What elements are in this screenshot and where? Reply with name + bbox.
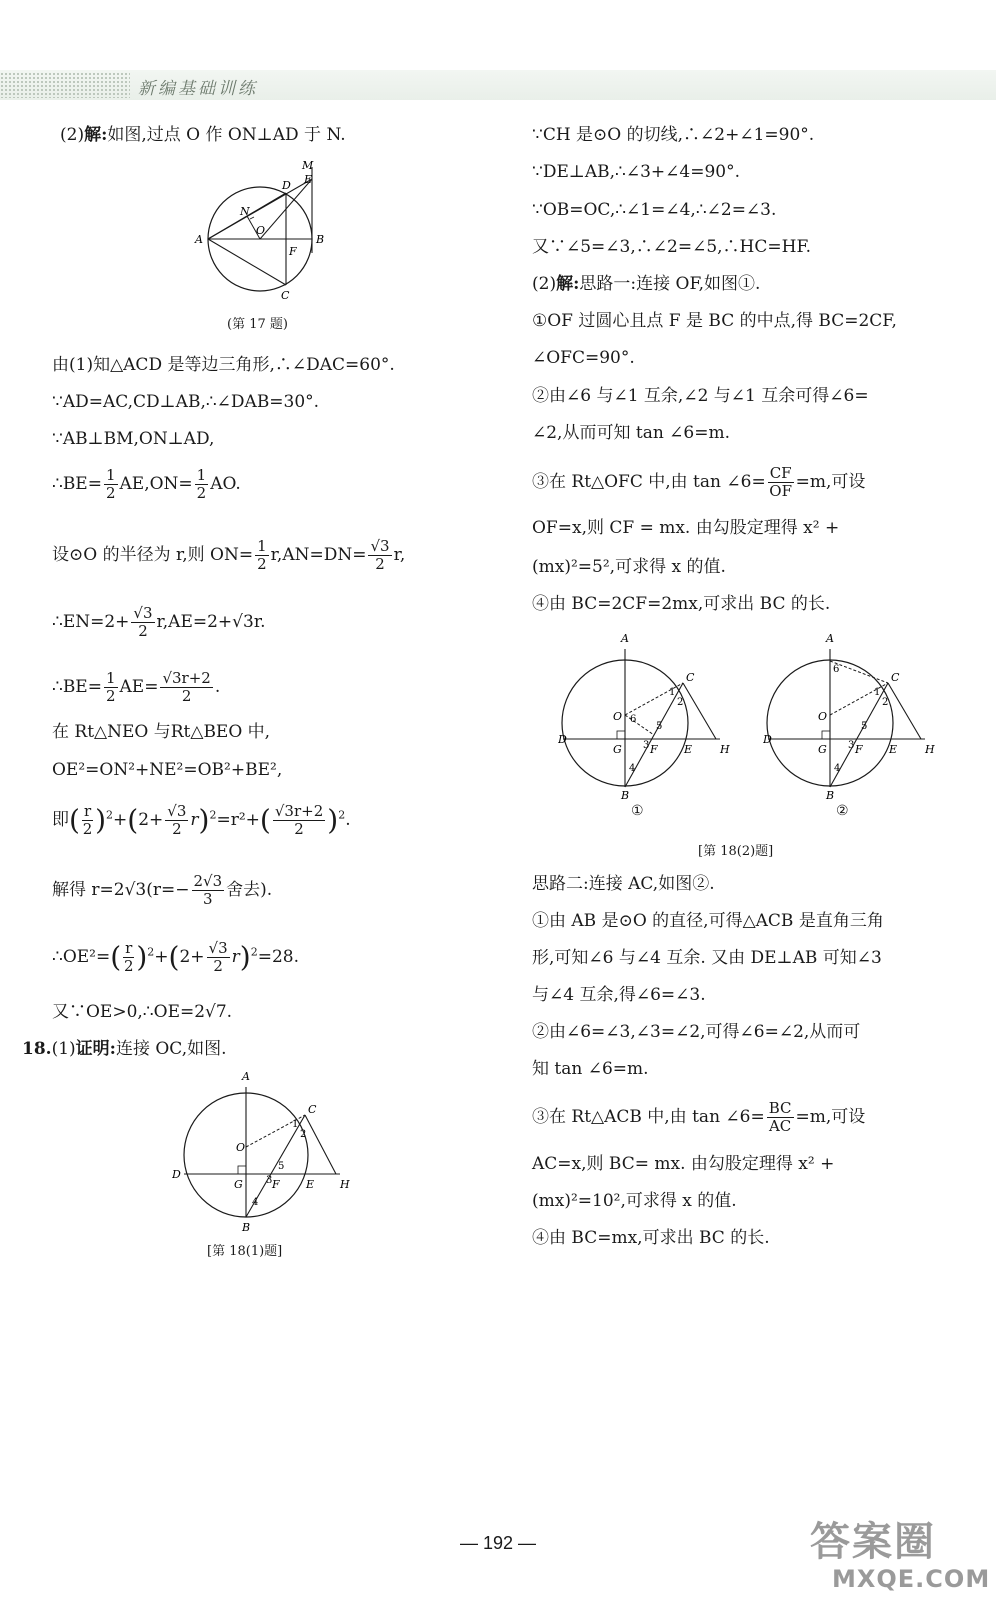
den: 2 [213, 957, 223, 975]
figure-18-1 [172, 1065, 362, 1235]
right-line-2: ∵DE⊥AB,∴∠3+∠4=90°. [532, 162, 740, 182]
text: 解得 r=2√3(r=− [52, 880, 190, 900]
label-G: G [613, 743, 622, 756]
watermark-url: MXQE.COM [832, 1565, 991, 1593]
angle-label-1: 1 [292, 1119, 299, 1130]
fraction-bc-ac [767, 1100, 794, 1135]
label-D: D [558, 733, 567, 746]
den: 2 [294, 820, 304, 838]
label-A: A [621, 632, 629, 645]
left-line-2: 由(1)知△ACD 是等边三角形,∴∠DAC=60°. [52, 355, 395, 375]
label-E: E [889, 743, 898, 756]
num: √3r+2 [162, 669, 211, 687]
page-header [0, 0, 996, 100]
right-line-13: ④由 BC=2CF=2mx,可求出 BC 的长. [532, 594, 831, 614]
label-B: B [242, 1221, 251, 1234]
label-G: G [818, 743, 827, 756]
exponent: 2 [106, 808, 114, 822]
caption-fig17: (第 17 题) [227, 317, 288, 332]
text: r, [393, 545, 406, 565]
page-number: — 192 — [459, 1533, 537, 1553]
angle-label-4: 4 [834, 763, 841, 774]
text: =m,可设 [795, 1107, 866, 1127]
text: =m,可设 [795, 472, 866, 492]
text: ∴BE= [52, 474, 102, 494]
den: 2 [181, 687, 192, 705]
solution-label: 解: [84, 125, 108, 145]
fraction-sqrt3-2 [207, 940, 230, 975]
question-number: 18. [22, 1039, 52, 1059]
paren: ) [239, 940, 251, 974]
right-line-14: 思路二:连接 AC,如图②. [532, 874, 715, 894]
right-line-21: AC=x,则 BC= mx. 由勾股定理得 x² + [532, 1154, 835, 1174]
label-E: E [304, 173, 313, 186]
intro-text: 连接 OC,如图. [115, 1039, 227, 1059]
fraction-sqrt3r2-2 [273, 803, 325, 838]
text: =28. [257, 947, 299, 967]
header-title: 新编基础训练 [138, 79, 258, 99]
angle-label-6: 6 [630, 714, 637, 725]
label-O: O [236, 1141, 246, 1154]
text: 2+ [179, 947, 205, 967]
angle-label-3: 3 [266, 1175, 273, 1186]
left-line-10: OE²=ON²+NE²=OB²+BE², [52, 760, 283, 780]
fraction-1-2 [255, 538, 269, 573]
label-E: E [684, 743, 693, 756]
den: 2 [105, 484, 116, 502]
text: 2+ [138, 810, 164, 830]
label-D: D [172, 1168, 181, 1181]
right-line-20 [532, 1100, 865, 1135]
text: AO. [210, 474, 241, 494]
paren: ( [259, 803, 271, 837]
text: . [214, 677, 221, 697]
label-H: H [925, 743, 935, 756]
right-line-19: 知 tan ∠6=m. [532, 1059, 649, 1079]
q17-part2-intro [60, 123, 346, 147]
text: ∴BE= [52, 677, 102, 697]
angle-label-4: 4 [629, 763, 636, 774]
den: 2 [105, 687, 116, 705]
right-line-22: (mx)²=10²,可求得 x 的值. [532, 1191, 737, 1211]
label-C: C [686, 671, 695, 684]
left-line-6 [52, 538, 405, 573]
num: r [83, 802, 92, 820]
den: 2 [138, 622, 148, 640]
label-M: M [302, 159, 314, 172]
den: 2 [123, 957, 134, 975]
label-B: B [826, 789, 835, 800]
left-line-5 [52, 467, 241, 502]
fraction-1-2 [104, 467, 118, 502]
intro-text: 如图,过点 O 作 ON⊥AD 于 N. [107, 125, 346, 145]
num: 1 [196, 466, 207, 484]
text: =r²+ [216, 810, 260, 830]
num: √3 [167, 802, 187, 820]
label-A: A [242, 1070, 250, 1083]
fraction-2sqrt3-3 [192, 873, 225, 908]
figure-17 [192, 157, 342, 307]
right-line-4: 又∵∠5=∠3,∴∠2=∠5,∴HC=HF. [532, 237, 811, 257]
num: 2√3 [193, 872, 223, 890]
right-line-10 [532, 465, 865, 500]
den: 2 [82, 820, 93, 838]
num: 1 [105, 466, 116, 484]
fraction-sqrt3r2-2 [160, 670, 212, 705]
fraction-sqrt3-2 [165, 803, 188, 838]
left-line-12 [52, 873, 272, 908]
label-H: H [340, 1178, 350, 1191]
left-line-9: 在 Rt△NEO 与Rt△BEO 中, [52, 722, 271, 742]
label-F: F [855, 743, 863, 756]
watermark-logo-text: 答案圈 [810, 1519, 936, 1565]
label-D: D [763, 733, 772, 746]
text: r [231, 947, 240, 967]
right-line-6: ①OF 过圆心且点 F 是 BC 的中点,得 BC=2CF, [532, 311, 897, 331]
text: 即 [52, 810, 69, 830]
text: 设⊙O 的半径为 r,则 ON= [52, 545, 254, 565]
right-line-5 [532, 272, 760, 296]
text: 思路一:连接 OF,如图①. [579, 274, 761, 294]
left-line-7 [52, 605, 265, 640]
label-O: O [256, 224, 266, 237]
right-line-16: 形,可知∠6 与∠4 互余. 又由 DE⊥AB 可知∠3 [532, 948, 882, 968]
text: + [154, 947, 169, 967]
exponent: 2 [338, 808, 346, 822]
angle-label-1: 1 [669, 687, 676, 698]
right-line-9: ∠2,从而可知 tan ∠6=m. [532, 423, 731, 443]
left-line-13 [52, 940, 299, 975]
label-F: F [289, 245, 297, 258]
header-dot-pattern [0, 72, 130, 98]
right-line-18: ②由∠6=∠3,∠3=∠2,可得∠6=∠2,从而可 [532, 1022, 861, 1042]
caption-fig18-2: [第 18(2)题] [698, 844, 774, 859]
label-B: B [621, 789, 630, 800]
num: √3 [208, 939, 228, 957]
label-C: C [281, 289, 290, 302]
angle-label-2: 2 [300, 1129, 307, 1140]
label-O: O [818, 710, 828, 723]
num: √3r+2 [274, 802, 324, 820]
angle-label-4: 4 [252, 1197, 259, 1208]
text: AE= [119, 677, 159, 697]
label-A: A [195, 233, 203, 246]
exponent: 2 [209, 808, 217, 822]
text: r [190, 810, 199, 830]
angle-label-2: 2 [677, 697, 684, 708]
den: AC [768, 1117, 792, 1135]
left-line-11 [52, 803, 351, 838]
paren: ( [168, 940, 180, 974]
paren: ) [136, 940, 148, 974]
paren: ) [198, 803, 210, 837]
num: √3 [133, 604, 153, 622]
label-C: C [891, 671, 900, 684]
paren: ) [95, 803, 107, 837]
angle-label-3: 3 [643, 740, 650, 751]
right-line-12: (mx)²=5²,可求得 x 的值. [532, 557, 726, 577]
den: OF [769, 482, 792, 500]
right-line-17: 与∠4 互余,得∠6=∠3. [532, 985, 706, 1005]
num: CF [769, 464, 792, 482]
label-A: A [826, 632, 834, 645]
right-line-23: ④由 BC=mx,可求出 BC 的长. [532, 1228, 770, 1248]
paren: ( [110, 940, 122, 974]
paren: ) [327, 803, 339, 837]
part-label: (2) [60, 125, 85, 145]
part-label: (2) [532, 274, 557, 294]
label-B: B [316, 233, 325, 246]
num: √3 [370, 537, 390, 555]
right-line-1: ∵CH 是⊙O 的切线,∴∠2+∠1=90°. [532, 125, 815, 145]
fraction-sqrt3-2 [131, 605, 154, 640]
label-G: G [234, 1178, 243, 1191]
proof-label: 证明: [75, 1039, 116, 1059]
solution-label: 解: [556, 274, 580, 294]
text: ③在 Rt△OFC 中,由 tan ∠6= [532, 472, 766, 492]
paren: ( [69, 803, 80, 837]
label-C: C [308, 1103, 317, 1116]
text: ③在 Rt△ACB 中,由 tan ∠6= [532, 1107, 765, 1127]
left-line-14: 又∵OE>0,∴OE=2√7. [52, 1002, 233, 1022]
num: 1 [105, 669, 116, 687]
den: 2 [196, 484, 207, 502]
fraction-cf-of [768, 465, 794, 500]
den: 2 [257, 555, 267, 573]
text: + [113, 810, 128, 830]
angle-label-2: 2 [882, 697, 889, 708]
part-label: (1) [51, 1039, 76, 1059]
angle-label-5: 5 [861, 721, 868, 732]
right-line-11: OF=x,则 CF = mx. 由勾股定理得 x² + [532, 518, 840, 538]
angle-label-6: 6 [833, 664, 840, 675]
text: r,AN=DN= [270, 545, 367, 565]
label-E: E [306, 1178, 315, 1191]
label-H: H [720, 743, 730, 756]
num: r [125, 939, 133, 957]
den: 2 [172, 820, 182, 838]
q18-part1-intro [22, 1037, 227, 1061]
text: ∴EN=2+ [52, 612, 130, 632]
figure-label-1: ① [631, 803, 644, 819]
paren: ( [127, 803, 139, 837]
figure-18-2-b [763, 625, 943, 800]
label-N: N [240, 205, 250, 218]
den: 3 [203, 890, 213, 908]
right-line-8: ②由∠6 与∠1 互余,∠2 与∠1 互余可得∠6= [532, 386, 869, 406]
angle-label-1: 1 [874, 687, 881, 698]
fraction-1-2 [104, 670, 118, 705]
fraction-1-2 [195, 467, 209, 502]
text: 舍去). [226, 880, 273, 900]
right-line-15: ①由 AB 是⊙O 的直径,可得△ACB 是直角三角 [532, 911, 884, 931]
exponent: 2 [147, 945, 155, 959]
text: . [345, 810, 351, 830]
right-line-7: ∠OFC=90°. [532, 348, 635, 368]
label-D: D [282, 179, 291, 192]
text: r,AE=2+√3r. [156, 612, 266, 632]
angle-label-5: 5 [656, 721, 663, 732]
den: 2 [375, 555, 385, 573]
left-line-4: ∵AB⊥BM,ON⊥AD, [52, 429, 215, 449]
label-F: F [650, 743, 658, 756]
right-line-3: ∵OB=OC,∴∠1=∠4,∴∠2=∠3. [532, 200, 777, 220]
label-F: F [272, 1178, 280, 1191]
caption-fig18-1: [第 18(1)题] [207, 1244, 283, 1259]
angle-label-5: 5 [278, 1161, 285, 1172]
text: AE,ON= [119, 474, 193, 494]
figure-18-2-a [558, 625, 738, 800]
angle-label-3: 3 [848, 740, 855, 751]
exponent: 2 [250, 945, 258, 959]
fraction-r-2 [123, 940, 134, 975]
label-O: O [613, 710, 623, 723]
left-line-3: ∵AD=AC,CD⊥AB,∴∠DAB=30°. [52, 392, 320, 412]
text: ∴OE²= [52, 947, 111, 967]
num: BC [768, 1099, 792, 1117]
figure-label-2: ② [836, 803, 849, 819]
fraction-sqrt3-2 [368, 538, 391, 573]
num: 1 [257, 537, 267, 555]
left-line-8 [52, 670, 220, 705]
fraction-r-2 [82, 803, 93, 838]
